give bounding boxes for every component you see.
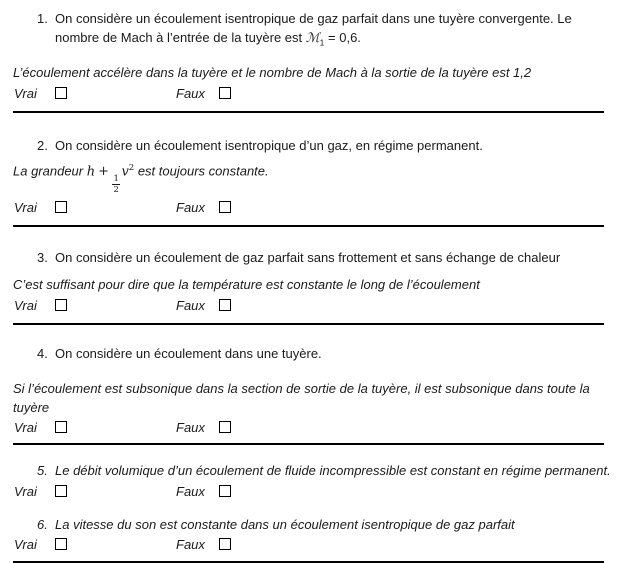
statement-2: [13, 159, 615, 195]
vrai-checkbox-6[interactable]: [55, 538, 67, 550]
vrai-checkbox-1[interactable]: [55, 87, 67, 99]
question-1: [0, 0, 623, 53]
math-var-v: v: [121, 163, 129, 179]
vrai-checkbox-4[interactable]: [55, 421, 67, 433]
vrai-label-6: Vrai: [14, 536, 37, 552]
fraction-denominator: 2: [113, 184, 119, 195]
question-2-text: On considère un écoulement isentropique d’un gaz, en régime permanent.: [55, 137, 483, 153]
question-6-number: 6.: [37, 516, 48, 532]
vrai-label-1: Vrai: [14, 85, 37, 101]
faux-label-1: Faux: [176, 85, 205, 101]
true-false-row-4: [0, 418, 623, 437]
question-4-text: On considère un écoulement dans une tuyère.: [55, 345, 322, 361]
math-plus-operator: +: [98, 163, 110, 179]
mach-subscript: 1: [319, 37, 325, 48]
math-var-h: h: [86, 163, 96, 179]
faux-checkbox-4[interactable]: [219, 421, 231, 433]
faux-label-5: Faux: [176, 483, 205, 499]
question-3-number: 3.: [37, 249, 48, 265]
question-3: [0, 248, 623, 267]
statement-3: C’est suffisant pour dire que la température est constante le long de l’écoulement: [13, 276, 480, 292]
question-5-number: 5.: [37, 462, 48, 478]
question-1-text: [55, 9, 613, 53]
faux-checkbox-1[interactable]: [219, 87, 231, 99]
faux-label-6: Faux: [176, 536, 205, 552]
true-false-row-2: [0, 198, 623, 217]
question-4: [0, 344, 623, 363]
section-divider-4: [13, 443, 604, 445]
question-5-text: Le débit volumique d’un écoulement de fluide incompressible est constant en régime permanent.: [55, 462, 611, 478]
question-4-number: 4.: [37, 345, 48, 361]
faux-label-2: Faux: [176, 199, 205, 215]
question-5: [0, 461, 623, 480]
vrai-label-3: Vrai: [14, 297, 37, 313]
question-6-text: La vitesse du son est constante dans un écoulement isentropique de gaz parfait: [55, 516, 515, 532]
question-3-text: On considère un écoulement de gaz parfait sans frottement et sans échange de chaleur: [55, 249, 561, 265]
faux-checkbox-3[interactable]: [219, 299, 231, 311]
math-exponent: 2: [128, 162, 135, 173]
vrai-checkbox-2[interactable]: [55, 201, 67, 213]
statement-1: L’écoulement accélère dans la tuyère et le nombre de Mach à la sortie de la tuyère est 1,2: [13, 64, 532, 80]
fraction-one-half: [112, 174, 120, 195]
section-divider-3: [13, 323, 604, 325]
fraction-numerator: 1: [113, 173, 119, 184]
faux-checkbox-2[interactable]: [219, 201, 231, 213]
true-false-row-6: [0, 535, 623, 554]
vrai-checkbox-5[interactable]: [55, 485, 67, 497]
mach-value: = 0,6.: [324, 30, 361, 45]
vrai-label-5: Vrai: [14, 483, 37, 499]
statement-2-prefix: La grandeur: [13, 162, 87, 178]
vrai-label-4: Vrai: [14, 419, 37, 435]
statement-4: Si l’écoulement est subsonique dans la section de sortie de la tuyère, il est subsonique dans toute la tuyère: [13, 380, 590, 415]
faux-label-4: Faux: [176, 419, 205, 435]
faux-checkbox-6[interactable]: [219, 538, 231, 550]
true-false-row-3: [0, 296, 623, 315]
vrai-label-2: Vrai: [14, 199, 37, 215]
question-1-number: 1.: [37, 11, 48, 26]
faux-label-3: Faux: [176, 297, 205, 313]
section-divider-1: [13, 111, 604, 113]
vrai-checkbox-3[interactable]: [55, 299, 67, 311]
true-false-row-5: [0, 482, 623, 501]
statement-2-suffix: est toujours constante.: [134, 162, 269, 178]
section-divider-2: [13, 225, 604, 227]
question-1-text-body: On considère un écoulement isentropique de gaz parfait dans une tuyère convergente. Le nombre de Mach à l’entrée de la tuyère est: [55, 11, 572, 45]
question-2: [0, 136, 623, 155]
question-2-number: 2.: [37, 137, 48, 153]
mach-symbol: ℳ: [305, 31, 320, 46]
question-6: [0, 515, 623, 534]
faux-checkbox-5[interactable]: [219, 485, 231, 497]
true-false-row-1: [0, 84, 623, 103]
